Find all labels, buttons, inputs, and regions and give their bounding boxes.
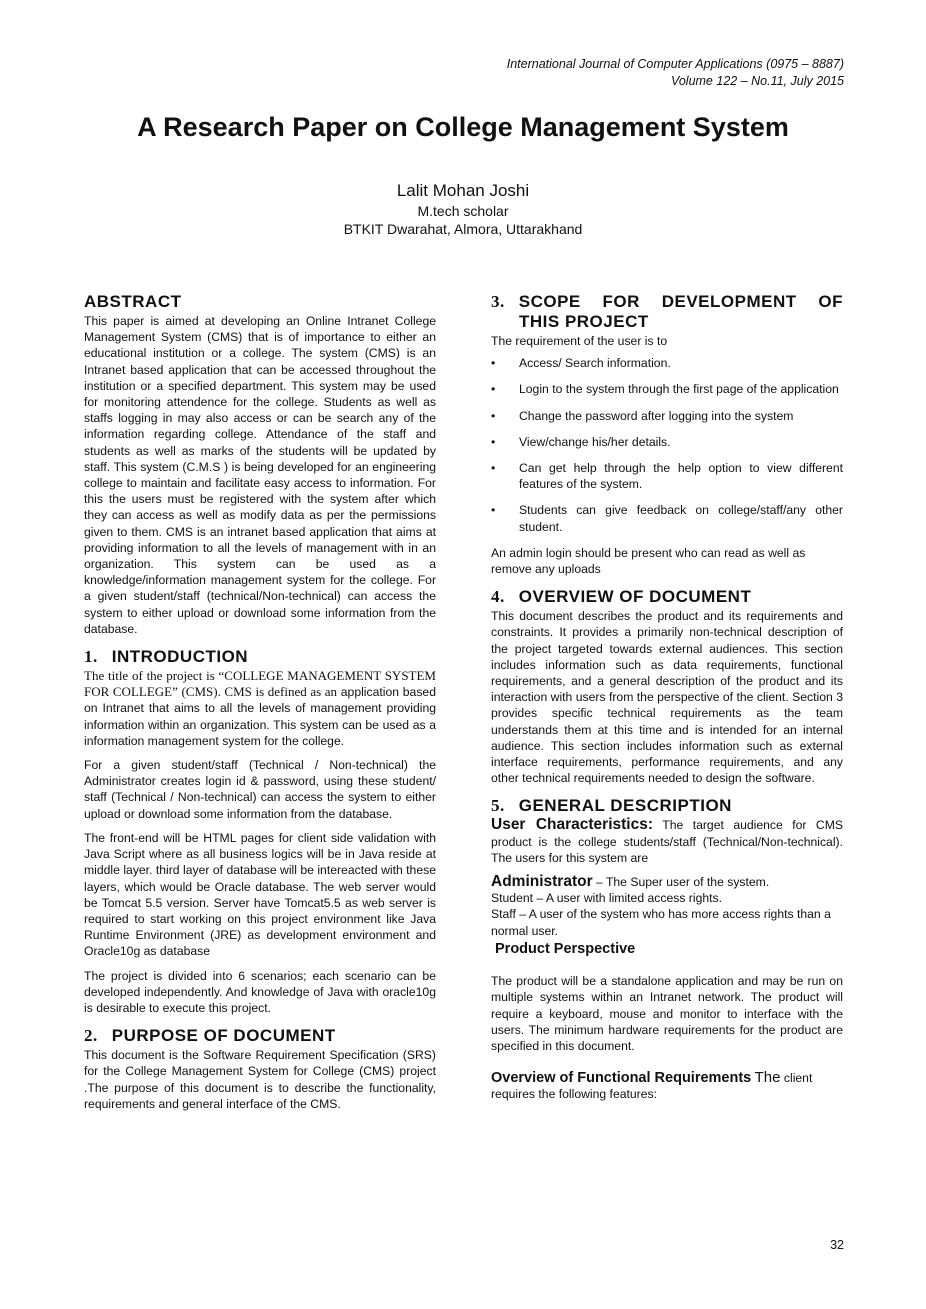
left-column bbox=[84, 292, 436, 1112]
section-number: 4. bbox=[491, 587, 505, 607]
user-characteristics bbox=[491, 817, 843, 866]
introduction-heading bbox=[84, 647, 436, 667]
student-line: Student – A user with limited access rights. bbox=[491, 891, 722, 906]
section-title: OVERVIEW OF DOCUMENT bbox=[518, 587, 752, 607]
intro-text: application based on Intranet that aims to all the levels of management providing information within an organization. This system can be used as a information management system for the college. bbox=[84, 685, 436, 748]
purpose-heading bbox=[84, 1026, 436, 1046]
author-role: M.tech scholar bbox=[417, 203, 509, 219]
intro-paragraph-3: The front-end will be HTML pages for client side validation with Java Script where as all business logics will be in Java reside at middle layer. third layer of database will be intereacted with these layers, which would be Oracle database. The web server would be Tomcat 5.5 version. Server have Tomcat5.5 as web server is required to start working on this project environment like Java Runtime Environment (JRE) as development environment and Oracle10g as database bbox=[84, 830, 436, 959]
section-title: GENERAL DESCRIPTION bbox=[518, 796, 732, 816]
page-number: 32 bbox=[830, 1238, 844, 1252]
overview-text: This document describes the product and its requirements and constraints. It provides a primarily non-technical description of the project targeted towards external audiences. This section includes information such as data requirements, functional requirements, and a general description of the product and its interaction with users from the perspective of the client. Section 3 provides specific technical requirements as the team understands them at this time and is intended for an internal audience. This section includes information such as external interface requirements, performance requirements, and any other technical requirements needed to design the software. bbox=[491, 609, 843, 786]
journal-line-1: International Journal of Computer Applications (0975 – 8887) bbox=[506, 57, 844, 71]
scope-intro: The requirement of the user is to bbox=[491, 334, 668, 348]
product-perspective-label: Product Perspective bbox=[495, 940, 636, 957]
user-characteristics-label: User Characteristics: bbox=[491, 816, 654, 834]
author-affiliation: BTKIT Dwarahat, Almora, Uttarakhand bbox=[343, 221, 583, 237]
purpose-text: This document is the Software Requirement Specification (SRS) for the College Management System for College (CMS) project .The purpose of this document is to describe the functionality, requirements and general interface of the CMS. bbox=[84, 1048, 436, 1111]
functional-requirements-label: Overview of Functional Requirements bbox=[491, 1070, 752, 1087]
intro-serif-text: The title of the project is “COLLEGE MANAGEMENT SYSTEM FOR COLLEGE” (CMS). CMS is defined as an bbox=[84, 668, 436, 700]
section-number: 2. bbox=[84, 1026, 98, 1046]
author-block bbox=[0, 180, 926, 238]
scope-heading bbox=[491, 292, 843, 332]
section-title: INTRODUCTION bbox=[111, 647, 249, 667]
journal-header bbox=[507, 56, 844, 90]
section-number: 1. bbox=[84, 647, 98, 667]
list-item: • Students can give feedback on college/staff/any other student. bbox=[491, 502, 843, 534]
product-perspective-text: The product will be a standalone application and may be run on multiple systems within an Intranet network. The product will require a keyboard, mouse and monitor to interface with the users. The minimum hardware requirements for the product are specified in this document. bbox=[491, 974, 843, 1053]
section-number: 5. bbox=[491, 796, 505, 816]
scope-list bbox=[491, 355, 843, 535]
section-title: PURPOSE OF DOCUMENT bbox=[111, 1026, 336, 1046]
abstract-text: This paper is aimed at developing an Online Intranet College Management System (CMS) that is of importance to either an educational institution or a college. The system (CMS) is an Intranet based application that can be accessed throughout the institution or a specified department. This system may be used for monitoring attendence for the college. Students as well as staffs logging in may also access or can be search any of the information regarding college. Attendance of the staff and students as well as marks of the students will be updated by staff. This system (C.M.S ) is being developed for an engineering college to maintain and facilitate easy access to information. For this the users must be registered with the system after which they can access as well as modify data as per the permissions given to them. CMS is an intranet based application that aims at providing information to all the levels of management with in an organization. This system can be used as a knowledge/information management system for the college. For a given student/staff (technical/Non-technical) can access the system to either upload or download some information from the database. bbox=[84, 314, 436, 636]
list-item: • Login to the system through the first page of the application bbox=[491, 381, 843, 397]
general-heading bbox=[491, 796, 843, 816]
functional-requirements-the: The bbox=[754, 1069, 781, 1087]
intro-paragraph-1 bbox=[84, 668, 436, 749]
journal-line-2: Volume 122 – No.11, July 2015 bbox=[670, 74, 844, 88]
functional-requirements bbox=[491, 1070, 843, 1102]
list-item: • Change the password after logging into the system bbox=[491, 408, 843, 424]
user-characteristics-text: The target audience for CMS product is the college students/staff (Technical/Non-technical). The users for this system are bbox=[491, 818, 843, 865]
functional-requirements-text: client requires the following features: bbox=[491, 1071, 813, 1102]
author-name: Lalit Mohan Joshi bbox=[396, 181, 530, 200]
administrator-label: Administrator bbox=[491, 873, 593, 891]
administrator-text: – The Super user of the system. bbox=[596, 875, 770, 890]
overview-heading bbox=[491, 587, 843, 607]
section-title-line-2: THIS PROJECT bbox=[519, 312, 649, 331]
staff-line: Staff – A user of the system who has more access rights than a normal user. bbox=[491, 907, 831, 938]
abstract-heading: ABSTRACT bbox=[84, 292, 182, 311]
right-column bbox=[491, 292, 843, 1103]
intro-paragraph-4: The project is divided into 6 scenarios; each scenario can be developed independently. And knowledge of Java with oracle10g is desirable to execute this project. bbox=[84, 968, 436, 1015]
scope-outro: An admin login should be present who can read as well as remove any uploads bbox=[491, 545, 806, 577]
list-item: • Can get help through the help option to view different features of the system. bbox=[491, 460, 843, 492]
intro-paragraph-2: For a given student/staff (Technical / Non-technical) the Administrator creates login id & password, using these student/ staff (Technical / Non-technical) can access the system to either upload or download some information from the database. bbox=[84, 758, 436, 821]
list-item: • View/change his/her details. bbox=[491, 434, 843, 450]
administrator-line bbox=[491, 874, 843, 890]
section-title-line-1: SCOPE FOR DEVELOPMENT OF bbox=[518, 292, 843, 311]
section-number: 3. bbox=[491, 292, 505, 311]
list-item: • Access/ Search information. bbox=[491, 355, 843, 371]
paper-title: A Research Paper on College Management System bbox=[137, 112, 789, 142]
